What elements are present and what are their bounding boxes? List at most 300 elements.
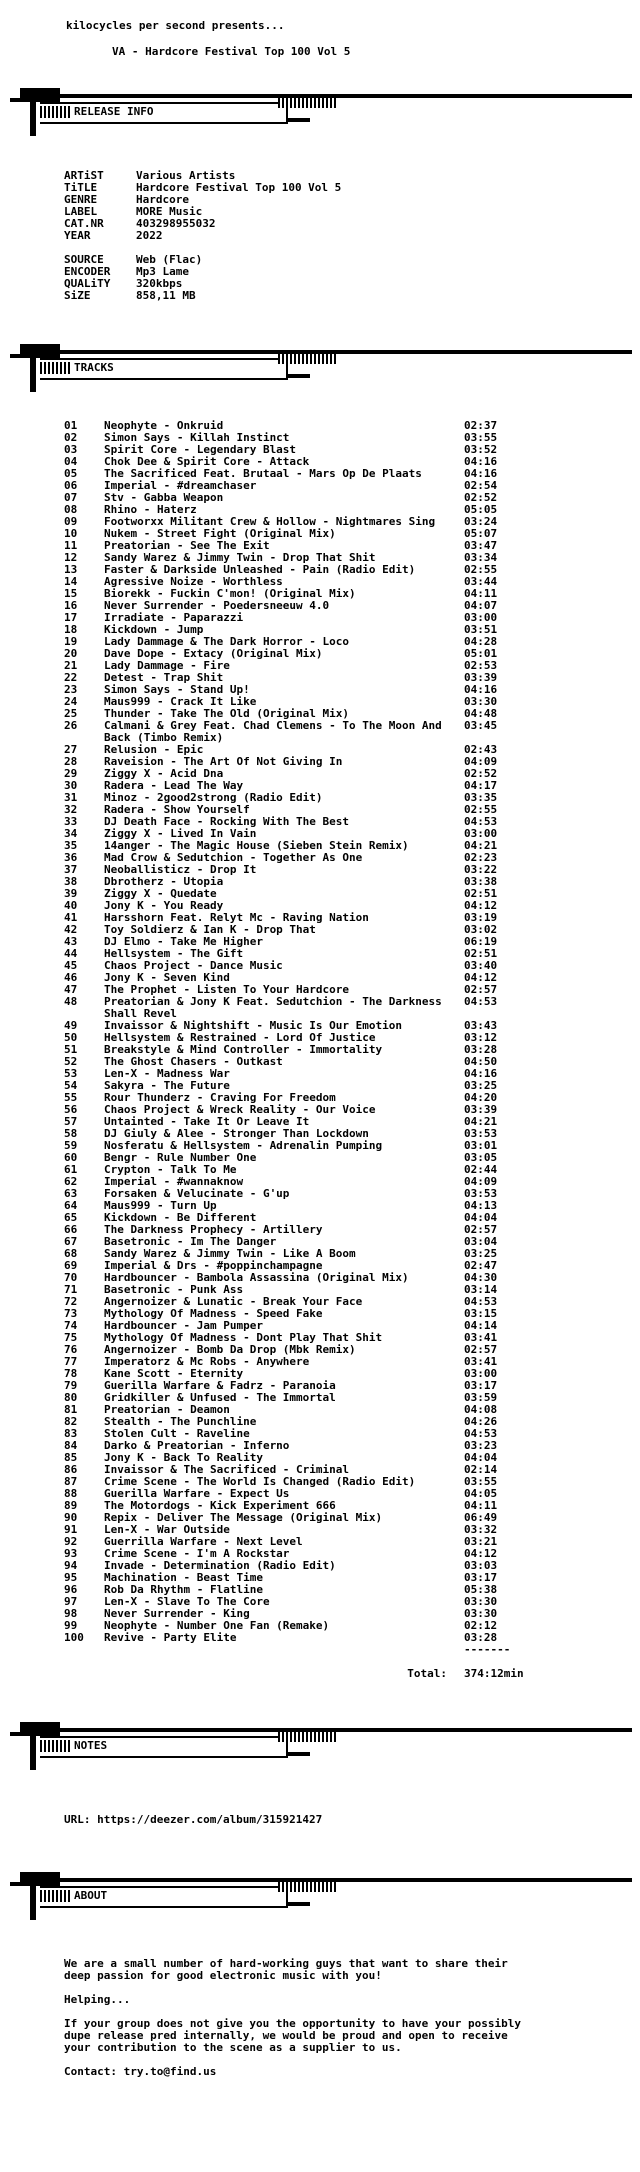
track-duration: 02:52	[464, 491, 498, 504]
track-title: Simon Says - Killah Instinct	[104, 431, 290, 444]
tracklist	[64, 420, 624, 1644]
track-title: Chaos Project & Wreck Reality - Our Voice	[104, 1103, 376, 1116]
track-title: Faster & Darkside Unleashed - Pain (Radio Edit)	[104, 563, 416, 576]
section-header-notes	[10, 1718, 632, 1770]
track-duration: 04:30	[464, 1271, 498, 1284]
track-duration: 03:23	[464, 1439, 498, 1452]
track-number: 14	[64, 575, 78, 588]
track-number: 74	[64, 1319, 78, 1332]
track-number: 61	[64, 1163, 78, 1176]
track-number: 60	[64, 1151, 78, 1164]
track-number: 76	[64, 1343, 78, 1356]
track-duration: 05:05	[464, 503, 498, 516]
track-duration: 03:39	[464, 671, 498, 684]
track-number: 01	[64, 419, 78, 432]
track-number: 05	[64, 467, 78, 480]
track-number: 73	[64, 1307, 78, 1320]
track-title: Crypton - Talk To Me	[104, 1163, 237, 1176]
release-info-row	[64, 278, 341, 290]
track-number: 06	[64, 479, 78, 492]
release-info-key: GENRE	[64, 193, 98, 206]
track-duration: 02:43	[464, 743, 498, 756]
track-duration: 03:05	[464, 1151, 498, 1164]
release-info-value: Various Artists	[136, 169, 236, 182]
track-title: Thunder - Take The Old (Original Mix)	[104, 707, 350, 720]
notes-url: URL: https://deezer.com/album/315921427	[64, 1813, 323, 1826]
release-info-key: CAT.NR	[64, 217, 104, 230]
track-title: Harsshorn Feat. Relyt Mc - Raving Nation	[104, 911, 369, 924]
track-duration: 03:38	[464, 875, 498, 888]
track-title: Chok Dee & Spirit Core - Attack	[104, 455, 310, 468]
track-number: 38	[64, 875, 78, 888]
track-duration: 04:53	[464, 1295, 498, 1308]
track-number: 99	[64, 1619, 78, 1632]
track-title: Mythology Of Madness - Dont Play That Shit	[104, 1331, 383, 1344]
track-duration: 03:30	[464, 1595, 498, 1608]
track-number: 53	[64, 1067, 78, 1080]
track-duration: 03:53	[464, 1127, 498, 1140]
track-duration: 03:53	[464, 1187, 498, 1200]
release-info-value: 858,11 MB	[136, 289, 196, 302]
track-duration: 03:17	[464, 1571, 498, 1584]
track-number: 95	[64, 1571, 78, 1584]
track-duration: 04:53	[464, 995, 498, 1008]
release-info-key: ENCODER	[64, 265, 111, 278]
track-number: 100	[64, 1631, 84, 1644]
track-duration: 06:49	[464, 1511, 498, 1524]
track-duration: 03:32	[464, 1523, 498, 1536]
track-row	[64, 1632, 624, 1644]
track-number: 62	[64, 1175, 78, 1188]
track-title: Imperial & Drs - #poppinchampagne	[104, 1259, 323, 1272]
track-title: Irradiate - Paparazzi	[104, 611, 244, 624]
release-info-key: LABEL	[64, 205, 98, 218]
release-info-key: SOURCE	[64, 253, 104, 266]
track-title: Len-X - Slave To The Core	[104, 1595, 270, 1608]
track-number: 07	[64, 491, 78, 504]
release-info-row	[64, 182, 341, 194]
track-duration: 03:25	[464, 1247, 498, 1260]
track-number: 21	[64, 659, 78, 672]
track-title: Calmani & Grey Feat. Chad Clemens - To The Moon And Back (Timbo Remix)	[104, 719, 449, 744]
about-contact: Contact: try.to@find.us	[64, 2065, 217, 2078]
track-title: Guerilla Warfare - Expect Us	[104, 1487, 290, 1500]
track-title: Repix - Deliver The Message (Original Mix)	[104, 1511, 383, 1524]
track-title: Ziggy X - Acid Dna	[104, 767, 224, 780]
track-number: 22	[64, 671, 78, 684]
track-number: 41	[64, 911, 78, 924]
track-duration: 04:04	[464, 1451, 498, 1464]
track-duration: 02:51	[464, 887, 498, 900]
track-title: The Darkness Prophecy - Artillery	[104, 1223, 323, 1236]
track-number: 58	[64, 1127, 78, 1140]
track-number: 09	[64, 515, 78, 528]
track-number: 75	[64, 1331, 78, 1344]
track-number: 35	[64, 839, 78, 852]
track-title: Revive - Party Elite	[104, 1631, 237, 1644]
track-duration: 03:19	[464, 911, 498, 924]
track-duration: 04:53	[464, 815, 498, 828]
track-title: Never Surrender - King	[104, 1607, 250, 1620]
track-number: 67	[64, 1235, 78, 1248]
track-duration: 02:55	[464, 803, 498, 816]
track-duration: 03:28	[464, 1631, 498, 1644]
track-number: 89	[64, 1499, 78, 1512]
track-number: 98	[64, 1607, 78, 1620]
track-duration: 04:09	[464, 1175, 498, 1188]
track-title: DJ Elmo - Take Me Higher	[104, 935, 263, 948]
track-number: 93	[64, 1547, 78, 1560]
track-number: 04	[64, 455, 78, 468]
track-title: Hellsystem - The Gift	[104, 947, 244, 960]
track-title: Maus999 - Turn Up	[104, 1199, 217, 1212]
track-title: Mad Crow & Sedutchion - Together As One	[104, 851, 363, 864]
track-duration: 03:41	[464, 1331, 498, 1344]
track-number: 23	[64, 683, 78, 696]
track-duration: 03:25	[464, 1079, 498, 1092]
track-title: Jony K - You Ready	[104, 899, 224, 912]
track-number: 25	[64, 707, 78, 720]
track-number: 17	[64, 611, 78, 624]
about-paragraph-1: We are a small number of hard-working guys that want to share their deep passion for good electronic music with you!	[64, 1957, 515, 1982]
track-title: Guerilla Warfare & Fadrz - Paranoia	[104, 1379, 336, 1392]
track-number: 40	[64, 899, 78, 912]
track-duration: 04:26	[464, 1415, 498, 1428]
track-number: 20	[64, 647, 78, 660]
track-number: 59	[64, 1139, 78, 1152]
track-duration: 02:52	[464, 767, 498, 780]
track-title: Crime Scene - I'm A Rockstar	[104, 1547, 290, 1560]
track-duration: 03:35	[464, 791, 498, 804]
track-title: Preatorian - Deamon	[104, 1403, 230, 1416]
track-title: Dave Dope - Extacy (Original Mix)	[104, 647, 323, 660]
track-title: Stolen Cult - Raveline	[104, 1427, 250, 1440]
track-number: 47	[64, 983, 78, 996]
track-duration: 03:59	[464, 1391, 498, 1404]
track-number: 94	[64, 1559, 78, 1572]
track-title: Basetronic - Punk Ass	[104, 1283, 244, 1296]
track-number: 85	[64, 1451, 78, 1464]
track-number: 64	[64, 1199, 78, 1212]
release-info-value: Hardcore	[136, 193, 189, 206]
track-duration: 02:57	[464, 1343, 498, 1356]
track-title: Imperial - #wannaknow	[104, 1175, 244, 1188]
release-info-value: 320kbps	[136, 277, 183, 290]
track-number: 84	[64, 1439, 78, 1452]
track-duration: 03:15	[464, 1307, 498, 1320]
about-paragraph-2: Helping...	[64, 1993, 131, 2006]
release-info-row	[64, 230, 341, 242]
release-info-key: YEAR	[64, 229, 91, 242]
track-title: Spirit Core - Legendary Blast	[104, 443, 297, 456]
track-duration: 02:37	[464, 419, 498, 432]
about-text	[64, 1957, 528, 2078]
section-header-tracks	[10, 340, 632, 392]
track-number: 15	[64, 587, 78, 600]
track-number: 66	[64, 1223, 78, 1236]
track-title: Basetronic - Im The Danger	[104, 1235, 277, 1248]
track-duration: 03:04	[464, 1235, 498, 1248]
track-number: 33	[64, 815, 78, 828]
track-title: Biorekk - Fuckin C'mon! (Original Mix)	[104, 587, 356, 600]
track-duration: 04:04	[464, 1211, 498, 1224]
track-number: 36	[64, 851, 78, 864]
track-title: Nukem - Street Fight (Original Mix)	[104, 527, 336, 540]
track-number: 34	[64, 827, 78, 840]
track-number: 88	[64, 1487, 78, 1500]
track-number: 13	[64, 563, 78, 576]
track-number: 71	[64, 1283, 78, 1296]
track-duration: 06:19	[464, 935, 498, 948]
track-duration: 03:00	[464, 611, 498, 624]
track-number: 97	[64, 1595, 78, 1608]
track-duration: 02:47	[464, 1259, 498, 1272]
section-title-release-info: RELEASE INFO	[74, 105, 154, 118]
track-title: Kane Scott - Eternity	[104, 1367, 244, 1380]
track-number: 78	[64, 1367, 78, 1380]
track-number: 90	[64, 1511, 78, 1524]
track-number: 63	[64, 1187, 78, 1200]
track-title: Stealth - The Punchline	[104, 1415, 257, 1428]
track-title: Detest - Trap Shit	[104, 671, 224, 684]
track-number: 11	[64, 539, 78, 552]
release-info-value: 403298955032	[136, 217, 216, 230]
track-title: Untainted - Take It Or Leave It	[104, 1115, 310, 1128]
track-title: Agressive Noize - Worthless	[104, 575, 283, 588]
track-duration: 04:12	[464, 971, 498, 984]
track-duration: 03:30	[464, 695, 498, 708]
track-title: Sakyra - The Future	[104, 1079, 230, 1092]
track-number: 18	[64, 623, 78, 636]
track-duration: 03:03	[464, 1559, 498, 1572]
track-title: Rob Da Rhythm - Flatline	[104, 1583, 263, 1596]
track-duration: 03:44	[464, 575, 498, 588]
track-title: Machination - Beast Time	[104, 1571, 263, 1584]
track-duration: 04:28	[464, 635, 498, 648]
track-duration: 03:55	[464, 1475, 498, 1488]
track-duration: 02:53	[464, 659, 498, 672]
track-duration: 04:17	[464, 779, 498, 792]
track-title: The Sacrificed Feat. Brutaal - Mars Op De Plaats	[104, 467, 422, 480]
track-duration: 05:38	[464, 1583, 498, 1596]
section-header-release-info	[10, 84, 632, 136]
track-number: 65	[64, 1211, 78, 1224]
track-number: 46	[64, 971, 78, 984]
track-title: Relusion - Epic	[104, 743, 204, 756]
track-number: 81	[64, 1403, 78, 1416]
track-number: 55	[64, 1091, 78, 1104]
track-title: Radera - Show Yourself	[104, 803, 250, 816]
track-number: 54	[64, 1079, 78, 1092]
release-info-key: ARTiST	[64, 169, 104, 182]
release-info-block	[64, 170, 341, 302]
track-number: 91	[64, 1523, 78, 1536]
track-duration: 03:14	[464, 1283, 498, 1296]
track-number: 03	[64, 443, 78, 456]
track-duration: 02:57	[464, 1223, 498, 1236]
track-duration: 02:54	[464, 479, 498, 492]
track-title: Hellsystem & Restrained - Lord Of Justice	[104, 1031, 376, 1044]
track-title: The Ghost Chasers - Outkast	[104, 1055, 283, 1068]
track-number: 27	[64, 743, 78, 756]
track-title: Preatorian & Jony K Feat. Sedutchion - The Darkness Shall Revel	[104, 995, 449, 1020]
track-number: 51	[64, 1043, 78, 1056]
track-duration: 04:14	[464, 1319, 498, 1332]
track-title: Simon Says - Stand Up!	[104, 683, 250, 696]
track-duration: 02:55	[464, 563, 498, 576]
track-number: 92	[64, 1535, 78, 1548]
track-duration: 04:07	[464, 599, 498, 612]
track-number: 45	[64, 959, 78, 972]
track-number: 96	[64, 1583, 78, 1596]
release-info-key: SiZE	[64, 289, 91, 302]
track-title: Preatorian - See The Exit	[104, 539, 270, 552]
track-number: 43	[64, 935, 78, 948]
release-info-value: 2022	[136, 229, 163, 242]
track-duration: 03:41	[464, 1355, 498, 1368]
track-number: 77	[64, 1355, 78, 1368]
track-title: Kickdown - Be Different	[104, 1211, 257, 1224]
track-number: 26	[64, 719, 78, 732]
track-number: 69	[64, 1259, 78, 1272]
track-title: Hardbouncer - Bambola Assassina (Original Mix)	[104, 1271, 409, 1284]
track-title: Angernoizer & Lunatic - Break Your Face	[104, 1295, 363, 1308]
track-duration: 04:21	[464, 1115, 498, 1128]
track-duration: 04:16	[464, 683, 498, 696]
track-title: Jony K - Seven Kind	[104, 971, 230, 984]
track-number: 19	[64, 635, 78, 648]
track-title: Guerrilla Warfare - Next Level	[104, 1535, 303, 1548]
track-title: Len-X - Madness War	[104, 1067, 230, 1080]
track-title: Neophyte - Number One Fan (Remake)	[104, 1619, 330, 1632]
track-number: 42	[64, 923, 78, 936]
section-title-about: ABOUT	[74, 1889, 108, 1902]
track-title: Hardbouncer - Jam Pumper	[104, 1319, 263, 1332]
track-title: Stv - Gabba Weapon	[104, 491, 224, 504]
track-title: Nosferatu & Hellsystem - Adrenalin Pumping	[104, 1139, 383, 1152]
track-title: Lady Dammage & The Dark Horror - Loco	[104, 635, 350, 648]
track-duration: 04:11	[464, 1499, 498, 1512]
track-number: 16	[64, 599, 78, 612]
track-number: 80	[64, 1391, 78, 1404]
track-title: Neoballisticz - Drop It	[104, 863, 257, 876]
track-title: Invaissor & Nightshift - Music Is Our Emotion	[104, 1019, 403, 1032]
track-number: 86	[64, 1463, 78, 1476]
track-duration: 04:16	[464, 455, 498, 468]
total-divider: -------	[464, 1643, 511, 1656]
track-duration: 02:44	[464, 1163, 498, 1176]
release-info-key: TiTLE	[64, 181, 98, 194]
release-info-row	[64, 242, 341, 254]
track-title: Bengr - Rule Number One	[104, 1151, 257, 1164]
track-duration: 03:43	[464, 1019, 498, 1032]
track-duration: 03:45	[464, 719, 498, 732]
track-duration: 02:57	[464, 983, 498, 996]
track-title: Breakstyle & Mind Controller - Immortality	[104, 1043, 383, 1056]
track-title: Chaos Project - Dance Music	[104, 959, 283, 972]
release-info-row	[64, 290, 341, 302]
track-title: DJ Giuly & Alee - Stronger Than Lockdown	[104, 1127, 369, 1140]
track-duration: 04:16	[464, 467, 498, 480]
track-title: Maus999 - Crack It Like	[104, 695, 257, 708]
track-duration: 04:12	[464, 1547, 498, 1560]
track-title: Invade - Determination (Radio Edit)	[104, 1559, 336, 1572]
track-duration: 04:50	[464, 1055, 498, 1068]
track-number: 02	[64, 431, 78, 444]
track-duration: 03:00	[464, 827, 498, 840]
track-number: 29	[64, 767, 78, 780]
total-row	[394, 1656, 524, 1680]
track-number: 12	[64, 551, 78, 564]
track-row	[64, 996, 624, 1020]
track-duration: 03:21	[464, 1535, 498, 1548]
track-duration: 04:48	[464, 707, 498, 720]
release-info-value: Mp3 Lame	[136, 265, 189, 278]
track-number: 68	[64, 1247, 78, 1260]
track-row	[64, 720, 624, 744]
track-title: Never Surrender - Poedersneeuw 4.0	[104, 599, 330, 612]
track-duration: 02:14	[464, 1463, 498, 1476]
track-number: 49	[64, 1019, 78, 1032]
track-duration: 03:28	[464, 1043, 498, 1056]
track-number: 52	[64, 1055, 78, 1068]
track-title: Imperial - #dreamchaser	[104, 479, 257, 492]
track-title: Footworxx Militant Crew & Hollow - Nightmares Sing	[104, 515, 436, 528]
track-number: 30	[64, 779, 78, 792]
track-duration: 04:20	[464, 1091, 498, 1104]
track-number: 28	[64, 755, 78, 768]
track-title: Invaissor & The Sacrificed - Criminal	[104, 1463, 350, 1476]
release-info-value: Hardcore Festival Top 100 Vol 5	[136, 181, 342, 194]
track-number: 50	[64, 1031, 78, 1044]
release-info-value: Web (Flac)	[136, 253, 203, 266]
track-title: Neophyte - Onkruid	[104, 419, 224, 432]
track-title: Gridkiller & Unfused - The Immortal	[104, 1391, 336, 1404]
track-number: 08	[64, 503, 78, 516]
track-duration: 04:12	[464, 899, 498, 912]
track-title: The Motordogs - Kick Experiment 666	[104, 1499, 336, 1512]
track-title: Lady Dammage - Fire	[104, 659, 230, 672]
track-duration: 03:12	[464, 1031, 498, 1044]
track-duration: 04:09	[464, 755, 498, 768]
track-duration: 05:01	[464, 647, 498, 660]
track-duration: 03:00	[464, 1367, 498, 1380]
track-duration: 04:05	[464, 1487, 498, 1500]
track-title: DJ Death Face - Rocking With The Best	[104, 815, 350, 828]
track-number: 72	[64, 1295, 78, 1308]
track-title: 14anger - The Magic House (Sieben Stein Remix)	[104, 839, 409, 852]
track-title: Imperatorz & Mc Robs - Anywhere	[104, 1355, 310, 1368]
section-header-about	[10, 1868, 632, 1920]
track-duration: 03:51	[464, 623, 498, 636]
track-title: Rhino - Haterz	[104, 503, 197, 516]
track-number: 39	[64, 887, 78, 900]
track-number: 44	[64, 947, 78, 960]
track-duration: 03:02	[464, 923, 498, 936]
track-title: Ziggy X - Lived In Vain	[104, 827, 257, 840]
track-title: Len-X - War Outside	[104, 1523, 230, 1536]
track-title: Crime Scene - The World Is Changed (Radio Edit)	[104, 1475, 416, 1488]
track-number: 82	[64, 1415, 78, 1428]
track-duration: 04:16	[464, 1067, 498, 1080]
track-title: Sandy Warez & Jimmy Twin - Drop That Shit	[104, 551, 376, 564]
track-duration: 03:24	[464, 515, 498, 528]
track-title: Angernoizer - Bomb Da Drop (Mbk Remix)	[104, 1343, 356, 1356]
release-headline: VA - Hardcore Festival Top 100 Vol 5	[112, 45, 351, 58]
release-info-value: MORE Music	[136, 205, 203, 218]
total-value: 374:12min	[464, 1667, 524, 1680]
track-number: 56	[64, 1103, 78, 1116]
